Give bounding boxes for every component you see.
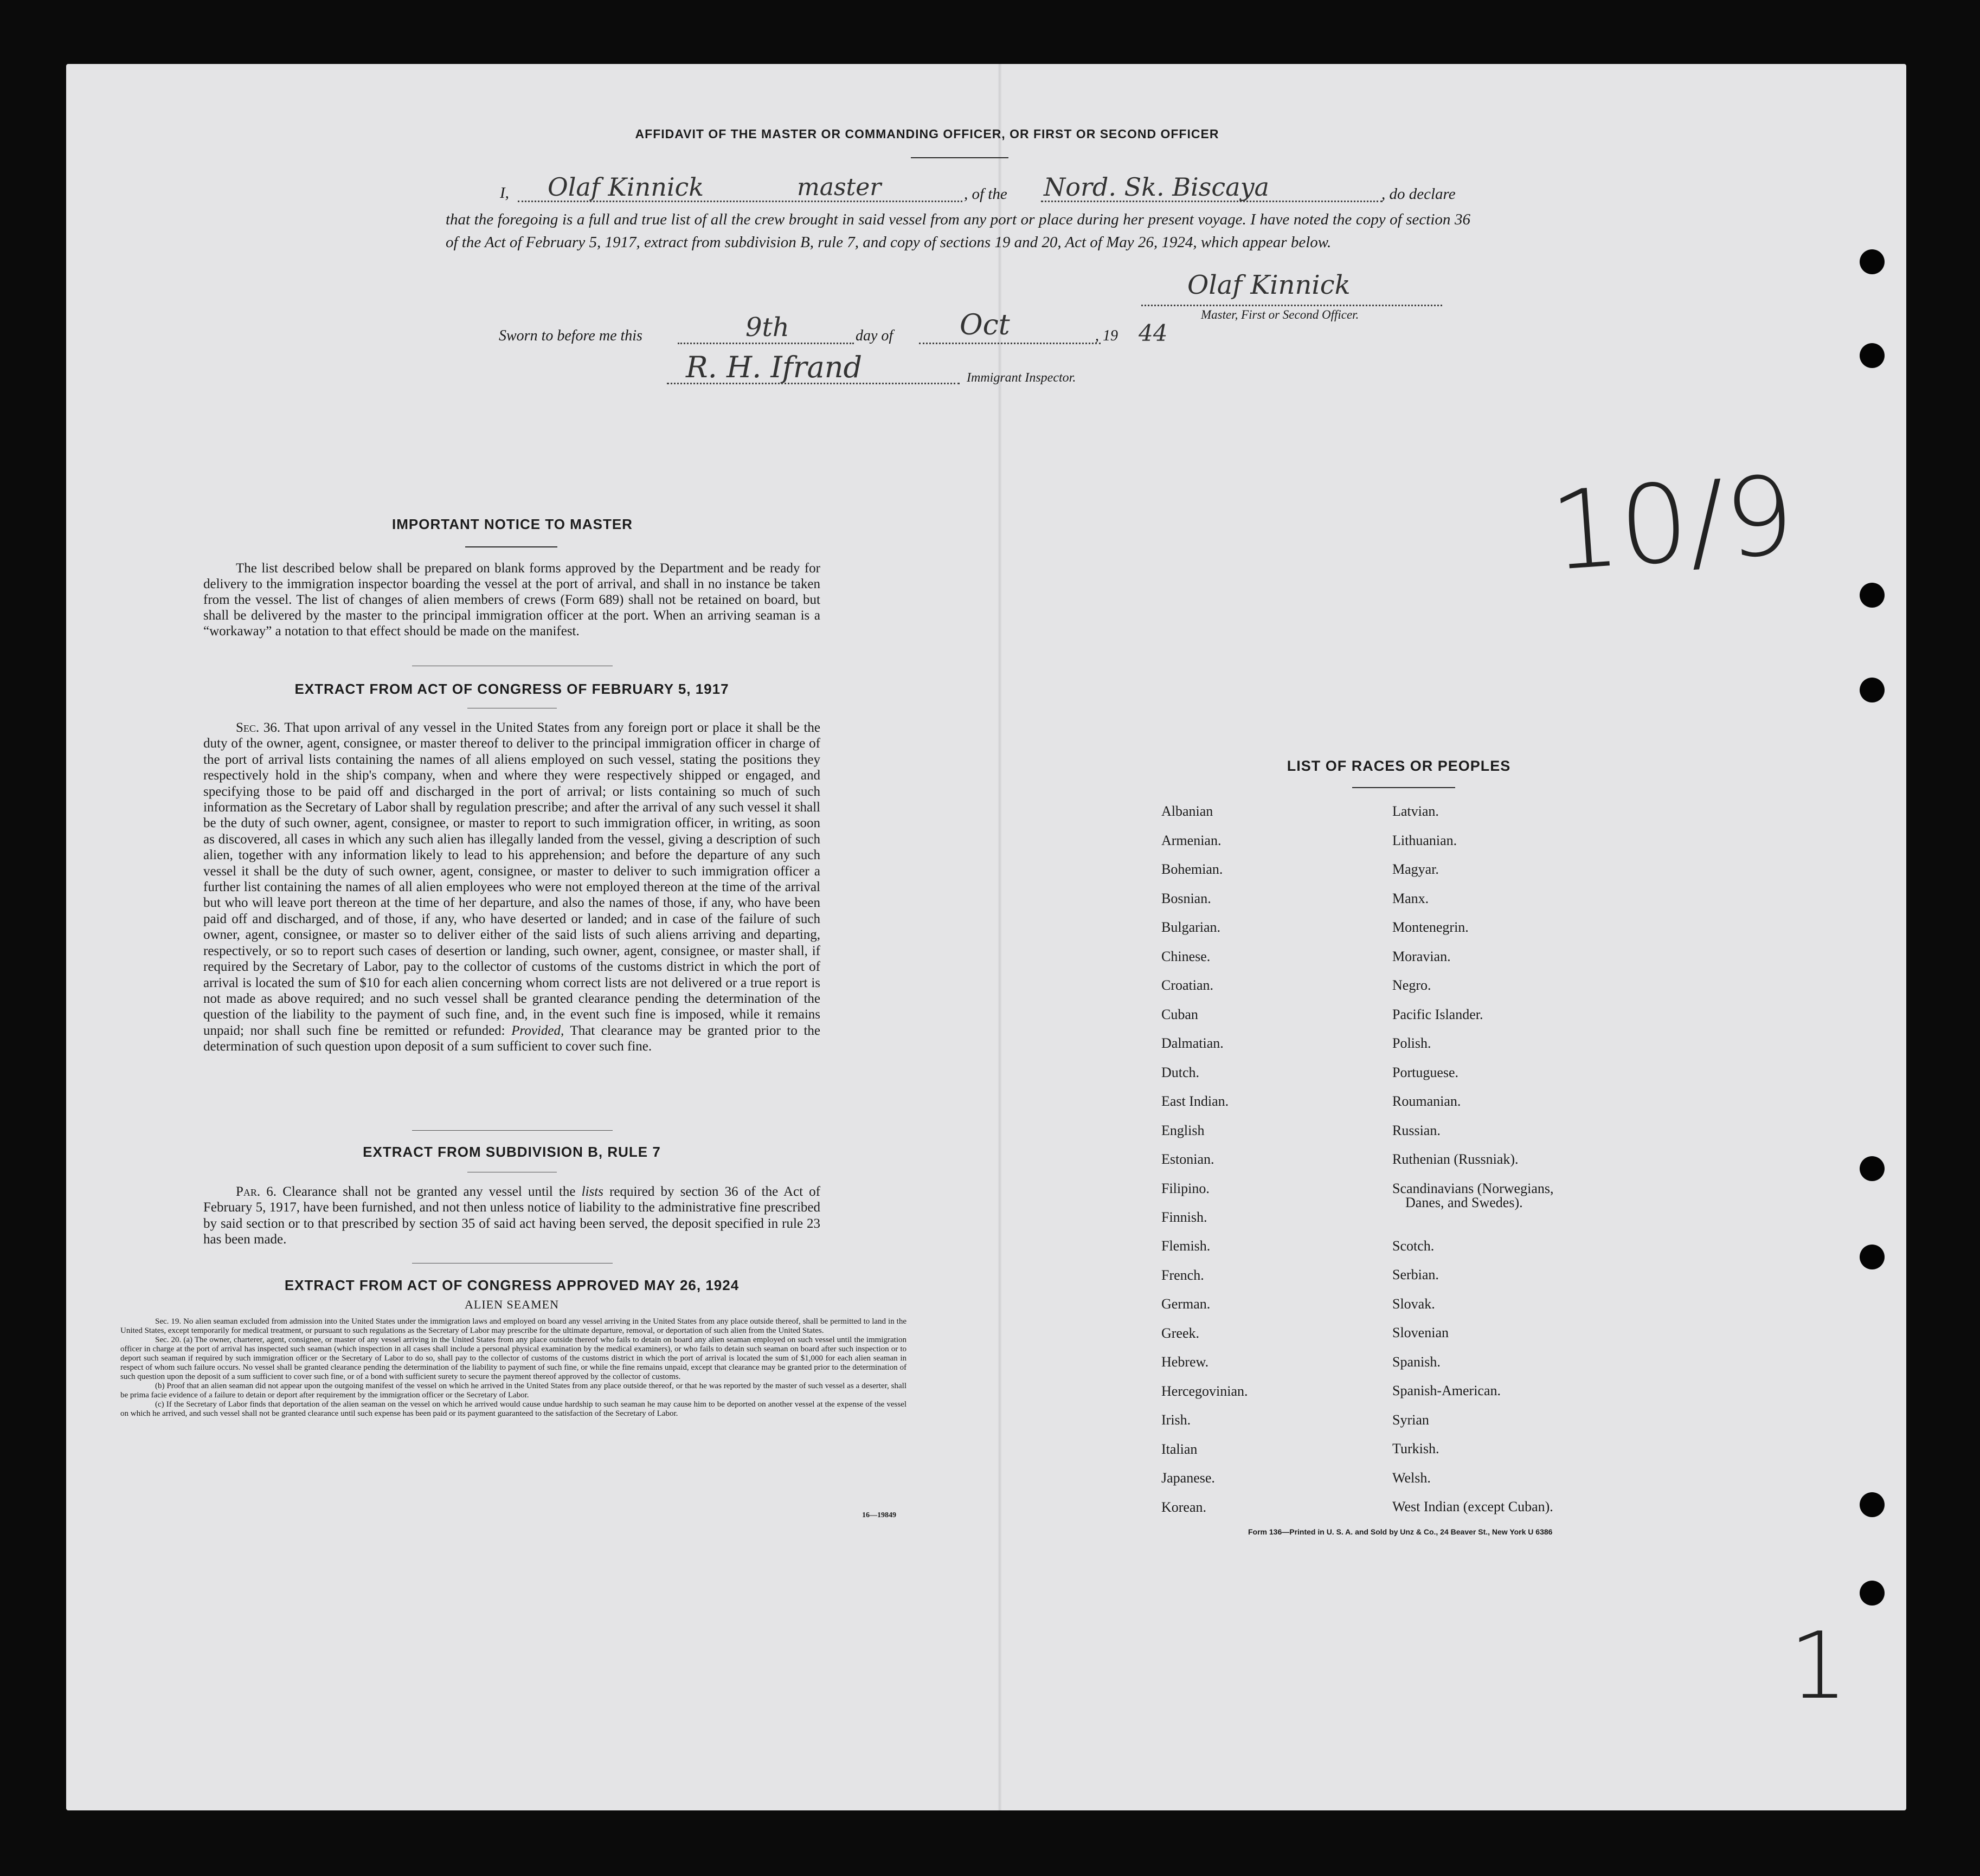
races-right-column xyxy=(1392,803,1625,1528)
race-item: Hercegovinian. xyxy=(1161,1383,1248,1399)
master-name: Olaf Kinnick xyxy=(548,172,704,202)
sec36-label: Sec. 36. xyxy=(236,720,281,735)
inspector-line xyxy=(667,383,960,384)
race-item: Hebrew. xyxy=(1161,1354,1209,1370)
day-line xyxy=(678,343,854,344)
race-item: Greek. xyxy=(1161,1325,1200,1341)
race-item: Welsh. xyxy=(1392,1469,1431,1486)
race-item: Bulgarian. xyxy=(1161,919,1221,935)
sec19-text: Sec. 19. No alien seaman excluded from admission into the United States under the immigration laws and employed on board any vessel arriving in the United States from any place outside thereof, shall be permitted to land in the United States, except temporarily for medical treatment, or pursuant to such regulations as the Secretary of Labor may prescribe for the ultimate departure, removal, or deportation of such alien from the United States. xyxy=(120,1317,907,1335)
race-item: Albanian xyxy=(1161,803,1213,819)
provided-label: Provided, xyxy=(511,1023,564,1038)
punch-hole xyxy=(1860,249,1885,274)
sec36-text-b: That clearance may be granted prior to the determination of such question upon deposit of a sum sufficient to cover such fine. xyxy=(203,1023,821,1054)
race-item: Manx. xyxy=(1392,890,1429,906)
race-item: Dutch. xyxy=(1161,1064,1200,1080)
day-of-text: day of xyxy=(856,327,893,344)
races-left-column xyxy=(1161,803,1367,1528)
race-item: French. xyxy=(1161,1267,1204,1283)
race-item: West Indian (except Cuban). xyxy=(1392,1499,1553,1514)
race-item: Japanese. xyxy=(1161,1470,1215,1486)
races-title: LIST OF RACES OR PEOPLES xyxy=(1287,758,1511,774)
par6-text-b: required by section 36 of the Act of February 5, 1917, have been furnished, and not then unless notice of liability to the administrative fine prescribed by said section or to that prescribed by section 35 of said act having been served, the deposit specified in rule 23 has been made. xyxy=(203,1184,821,1247)
punch-hole xyxy=(1860,583,1885,608)
race-item: Slovak. xyxy=(1392,1295,1435,1312)
race-item: East Indian. xyxy=(1161,1093,1229,1109)
par6-text-a: Clearance shall not be granted any vessel until the xyxy=(282,1184,576,1199)
race-item: Roumanian. xyxy=(1392,1093,1461,1109)
par6-label: Par. 6. xyxy=(236,1184,277,1199)
handwritten-number: 10/9 xyxy=(1546,452,1798,596)
race-item: Portuguese. xyxy=(1392,1064,1459,1080)
month-line xyxy=(919,343,1101,344)
sec20a-text: Sec. 20. (a) The owner, charterer, agent, consignee, or master of any vessel arriving in the United States from any place outside thereof who fails to detain on board any alien seaman employed on such vessel until the immigration officer in charge at the port of arrival has inspected such seaman (which inspection in all cases shall include a personal physical examination by the medical examiners), or who fails to detain such seaman on board after such inspection or to deport such seaman if required by such immigration officer or the Secretary of Labor to do so, shall pay to the collector of customs of the customs district in which the port of arrival is located the sum of $1,000 for each alien seaman in respect of whom such failure occurs. No vessel shall be granted clearance pending the determination of the liability to payment of such fine, or while the fine remains unpaid, except that clearance may be granted prior to the determination of such question upon the deposit of a sum sufficient to cover such fine, or of a bond with sufficient surety to secure the payment thereof approved by the collector of customs. xyxy=(120,1336,907,1381)
race-item: Montenegrin. xyxy=(1392,919,1469,935)
race-item: Syrian xyxy=(1392,1411,1429,1428)
race-item: Slovenian xyxy=(1392,1325,1449,1340)
race-item: Irish. xyxy=(1161,1412,1191,1428)
race-item: Cuban xyxy=(1161,1006,1198,1022)
affidavit-body: that the foregoing is a full and true list of all the crew brought in said vessel from any port or place during her present voyage. I have noted the copy of section 36 of the Act of February 5, 1917, extract from subdivision B, rule 7, and copy of sections 19 and 20, Act of May 26, 1924, which appear below. xyxy=(446,211,1470,251)
signature-line xyxy=(1141,305,1442,306)
race-item: Bosnian. xyxy=(1161,890,1211,906)
form-code: 16—19849 xyxy=(862,1511,896,1519)
race-item: Scandinavians (Norwegians, xyxy=(1392,1180,1554,1196)
race-item: Serbian. xyxy=(1392,1267,1439,1282)
race-item: Lithuanian. xyxy=(1392,832,1457,848)
race-item: Spanish. xyxy=(1392,1353,1441,1370)
notice-title: IMPORTANT NOTICE TO MASTER xyxy=(392,516,633,532)
punch-hole xyxy=(1860,678,1885,702)
race-item: Italian xyxy=(1161,1441,1198,1457)
affidavit-i: I, xyxy=(500,184,509,202)
punch-hole xyxy=(1860,1156,1885,1181)
race-item: Ruthenian (Russniak). xyxy=(1392,1151,1519,1167)
inspector-signature: R. H. Ifrand xyxy=(686,350,863,384)
sec20c-text: (c) If the Secretary of Labor finds that deportation of the alien seaman on the vessel on which he arrived would cause undue hardship to such seaman he may cause him to be deported on another vessel at the expense of the vessel on which he arrived, and such vessel shall not be granted clearance until such expense has been paid or its payment guaranteed to the satisfaction of the Secretary of Labor. xyxy=(120,1400,907,1418)
race-item: Croatian. xyxy=(1161,977,1214,993)
signature-caption: Master, First or Second Officer. xyxy=(1201,308,1359,321)
race-item: Polish. xyxy=(1392,1035,1431,1051)
affidavit-title: AFFIDAVIT OF THE MASTER OR COMMANDING OFFICER, OR FIRST OR SECOND OFFICER xyxy=(635,127,1219,141)
race-item: Korean. xyxy=(1161,1499,1207,1515)
race-item: Finnish. xyxy=(1161,1209,1207,1225)
punch-hole xyxy=(1860,1581,1885,1606)
race-item: Scotch. xyxy=(1392,1237,1435,1254)
sworn-text: Sworn to before me this xyxy=(499,327,642,344)
punch-hole xyxy=(1860,343,1885,368)
divider xyxy=(911,157,1008,158)
race-item: Magyar. xyxy=(1392,861,1439,877)
lists-word: lists xyxy=(581,1184,603,1199)
act1924-subtitle: ALIEN SEAMEN xyxy=(465,1298,559,1311)
divider xyxy=(1352,787,1455,788)
vessel-name: Nord. Sk. Biscaya xyxy=(1044,172,1269,202)
ruleB7-body xyxy=(203,1184,820,1248)
sworn-month: Oct xyxy=(960,309,1010,341)
race-item: Dalmatian. xyxy=(1161,1035,1224,1051)
sec36-text-a: That upon arrival of any vessel in the United States from any foreign port or place it shall be the duty of the owner, agent, consignee, or master thereof to deliver to the principal immigration officer in charge of the port of arrival lists containing the names of all aliens employed on such vessel, stating the positions they respectively hold in the ship's company, when and where they were respectively shipped or engaged, and specifying those to be paid off and discharged in the port of arrival; or lists containing so much of such information as the Secretary of Labor shall by regulation prescribe; and after the arrival of any such vessel it shall be the duty of such owner, agent, consignee, or master to report to such immigration officer, in writing, as soon as discovered, all cases in which any such alien has illegally landed from the vessel, giving a description of such alien, together with any information likely to lead to his apprehension; and before the departure of any such vessel it shall be the duty of such owner, agent, consignee, or master to deliver to such immigration officer a further list containing the names of all alien employees who were not employed thereon at the time of the arrival but who will leave port thereon at the time of her departure, and also the names of those, if any, who have been paid off and discharged, and of those, if any, who have deserted or landed; and in case of the failure of such owner, agent, consignee, or master so to deliver either of the said lists of such aliens arriving and departing, respectively, or so to report such cases of desertion or landing, such owner, agent, consignee, or master shall, if required by the Secretary of Labor, pay to the collector of customs of the customs district in which the port of arrival is located the sum of $10 for each alien concerning whom correct lists are not delivered or a true report is not made as above required; and no such vessel shall be granted clearance pending the determination of the question of the liability to the payment of such fine, and, in the event such fine is imposed, while it remains unpaid; nor shall such fine be remitted or refunded: xyxy=(203,720,820,1038)
inspector-caption: Immigrant Inspector. xyxy=(967,371,1076,385)
master-rank: master xyxy=(797,173,882,201)
race-item: Turkish. xyxy=(1392,1441,1439,1456)
sworn-day: 9th xyxy=(745,312,789,343)
race-item: English xyxy=(1161,1122,1205,1138)
race-item: Danes, and Swedes). xyxy=(1405,1194,1523,1210)
sworn-year: 44 xyxy=(1139,320,1168,346)
act1917-title: EXTRACT FROM ACT OF CONGRESS OF FEBRUARY 5, 1917 xyxy=(294,681,729,697)
of-the-text: , of the xyxy=(964,185,1007,203)
race-item: German. xyxy=(1161,1296,1211,1312)
race-item: Armenian. xyxy=(1161,832,1222,848)
notice-body: The list described below shall be prepared on blank forms approved by the Department and be ready for delivery to the immigration inspector boarding the vessel at the port of arrival, and shall in no instance be taken from the vessel. The list of changes of alien members of crews (Form 689) shall not be retained on board, but shall be delivered by the master to the principal immigration officer at the port. When an arriving seaman is a “workaway” a notation to that effect should be made on the manifest. xyxy=(203,561,820,639)
act1924-title: EXTRACT FROM ACT OF CONGRESS APPROVED MAY 26, 1924 xyxy=(284,1277,740,1293)
do-declare-text: , do declare xyxy=(1381,185,1456,203)
act1917-body xyxy=(203,720,820,1055)
handwritten-mark: 1 xyxy=(1789,1613,1848,1720)
race-item: Moravian. xyxy=(1392,948,1451,964)
race-item: Chinese. xyxy=(1161,948,1211,964)
punch-hole xyxy=(1860,1492,1885,1517)
act1924-sections xyxy=(120,1317,907,1419)
form-footer: Form 136—Printed in U. S. A. and Sold by Unz & Co., 24 Beaver St., New York U 6386 xyxy=(1248,1527,1553,1536)
race-item: Bohemian. xyxy=(1161,861,1223,877)
master-signature: Olaf Kinnick xyxy=(1187,270,1351,300)
race-item: Russian. xyxy=(1392,1122,1441,1138)
race-item: Pacific Islander. xyxy=(1392,1006,1483,1022)
race-item: Spanish-American. xyxy=(1392,1383,1501,1398)
divider xyxy=(412,1130,613,1131)
sec20b-text: (b) Proof that an alien seaman did not appear upon the outgoing manifest of the vessel on which he arrived in the United States from any place outside thereof, or that he was reported by the master of such vessel as a deserter, shall be prima facie evidence of a failure to detain or deport after requirement by the immigration officer or the Secretary of Labor. xyxy=(120,1382,907,1400)
divider xyxy=(465,546,557,547)
race-item: Estonian. xyxy=(1161,1151,1214,1167)
ruleB7-title: EXTRACT FROM SUBDIVISION B, RULE 7 xyxy=(363,1144,661,1160)
punch-hole xyxy=(1860,1245,1885,1269)
race-item: Flemish. xyxy=(1161,1238,1211,1254)
race-item: Latvian. xyxy=(1392,803,1439,819)
year-prefix: , 19 xyxy=(1095,327,1118,344)
race-item: Negro. xyxy=(1392,977,1431,993)
race-item: Filipino. xyxy=(1161,1180,1210,1196)
